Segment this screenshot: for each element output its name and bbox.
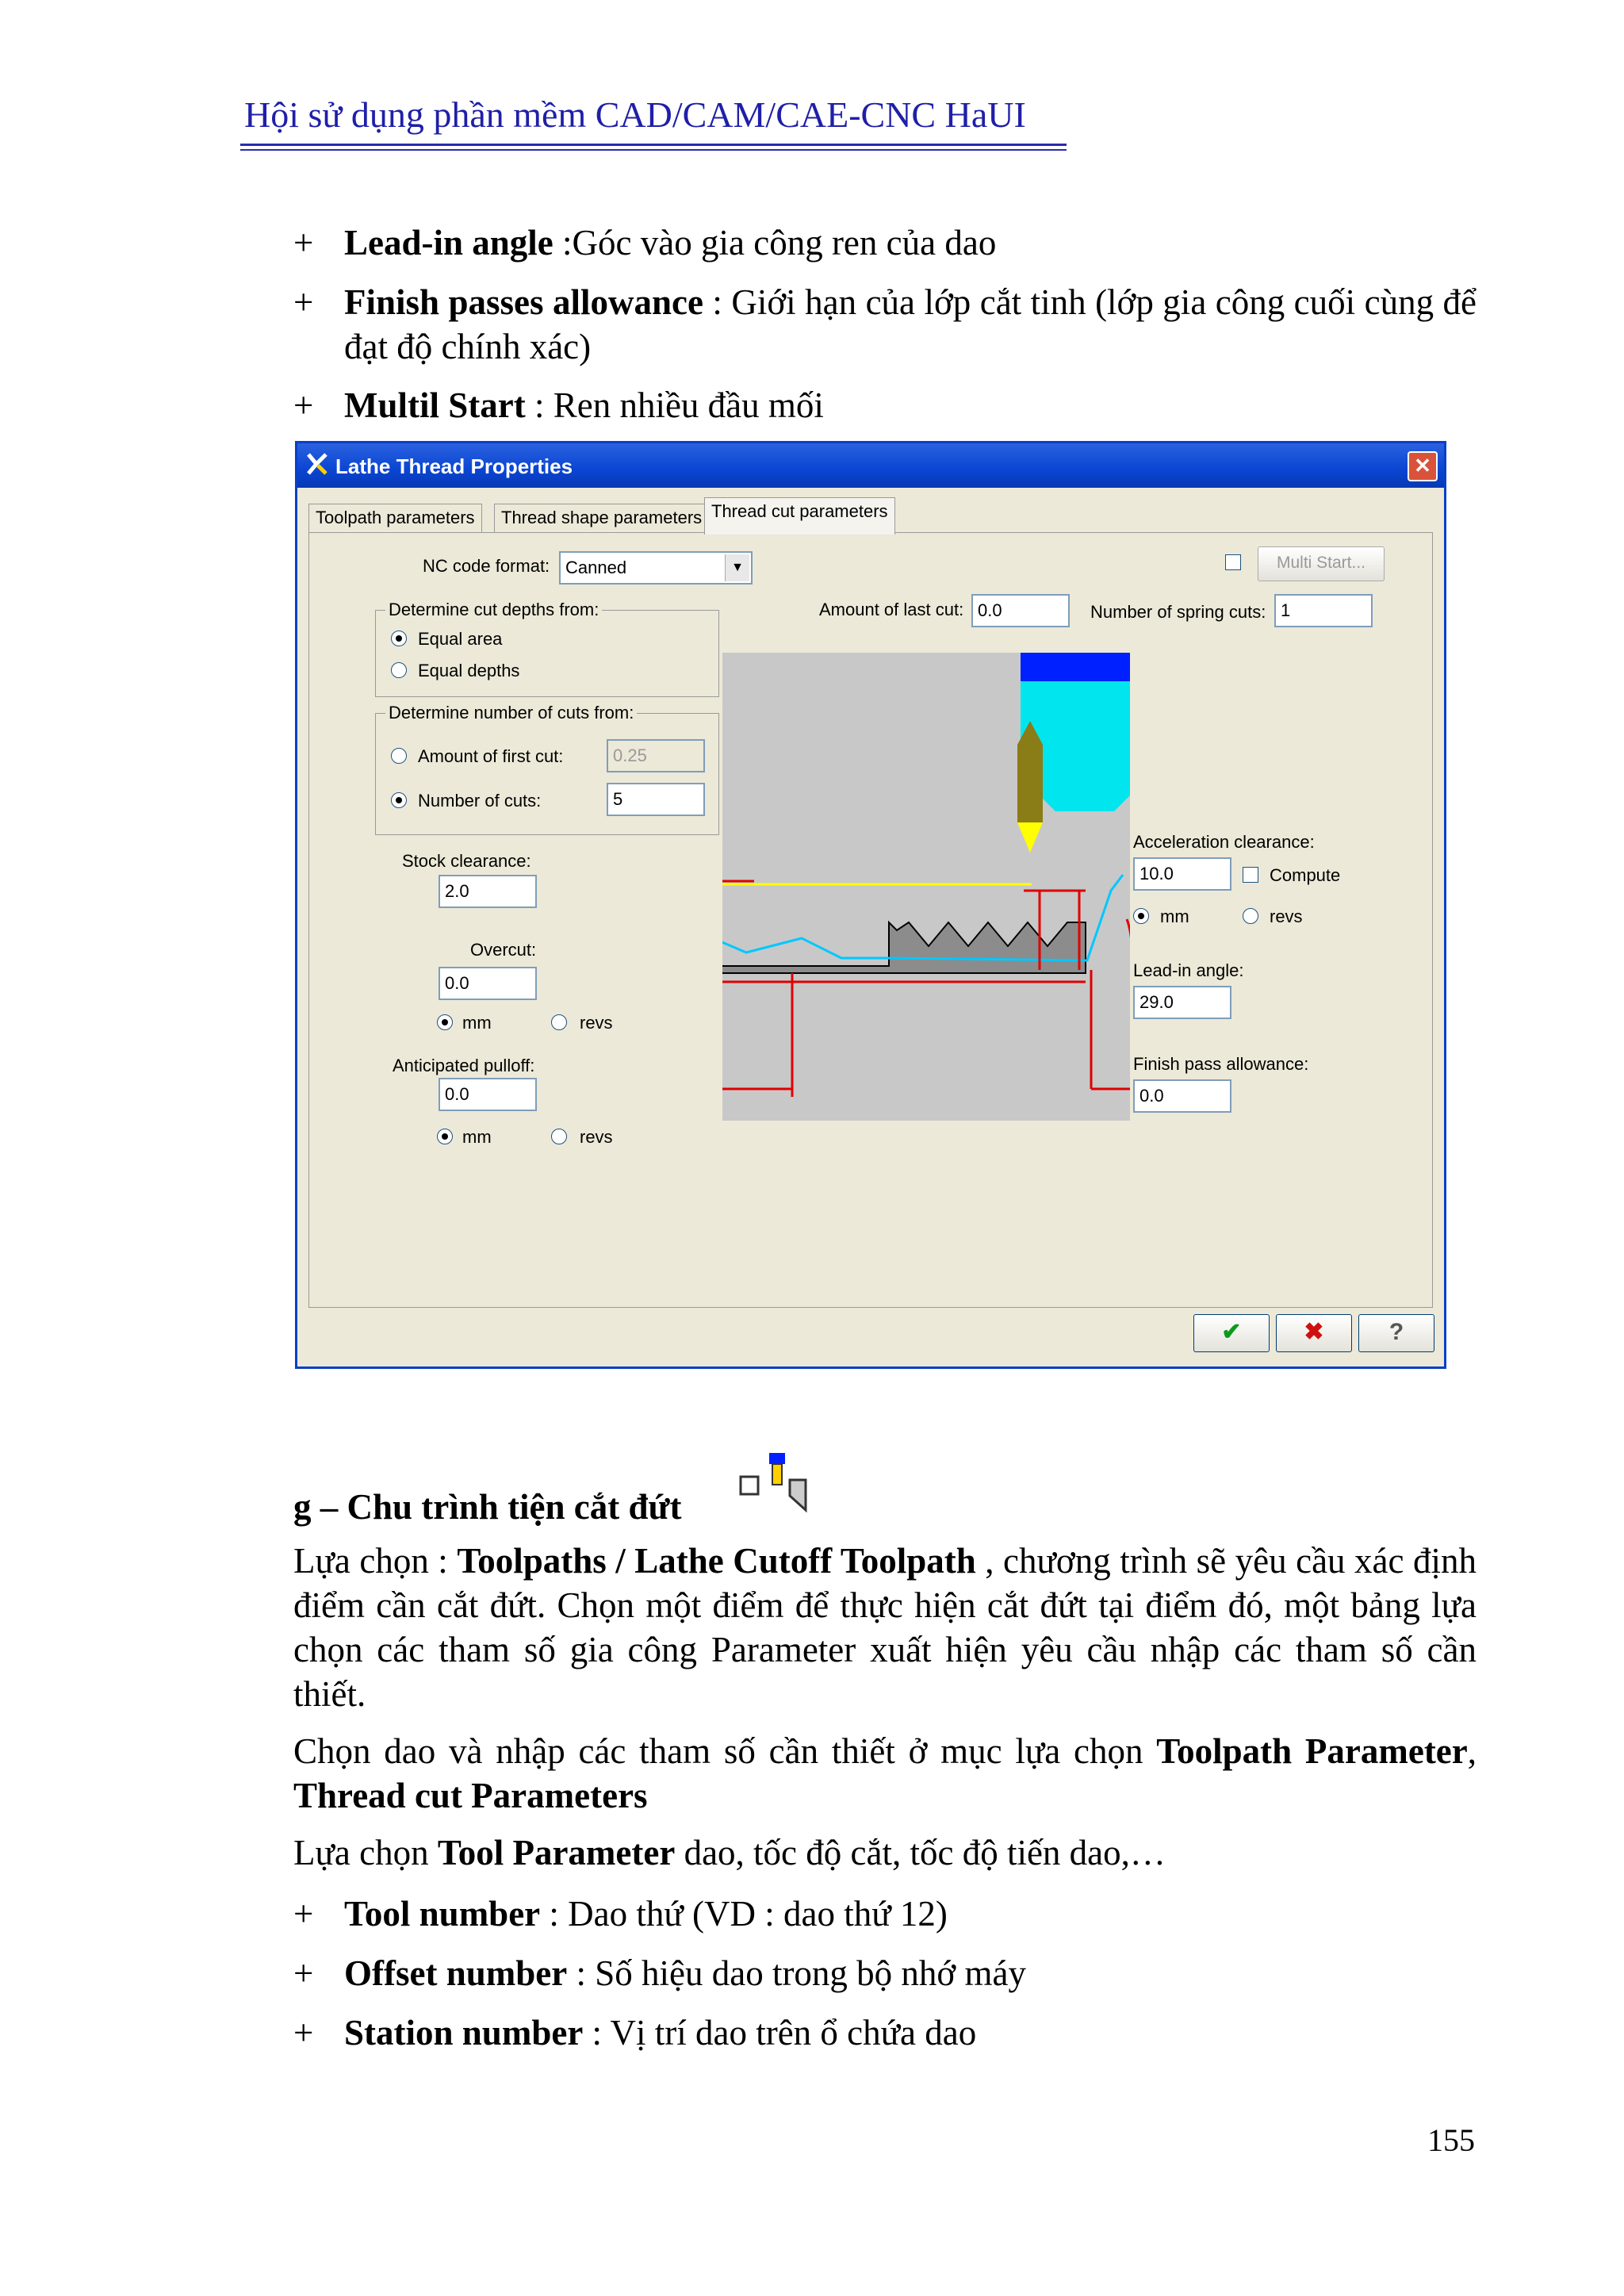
bullet-marker: + (293, 282, 314, 322)
pulloff-mm-label: mm (462, 1127, 492, 1147)
app-icon (305, 451, 329, 477)
para-text: Chọn dao và nhập các tham số cần thiết ở mục lựa chọn (293, 1731, 1157, 1771)
overcut-mm-radio[interactable] (437, 1014, 453, 1030)
paragraph-tool-parameter (293, 1830, 1477, 1875)
bullet-tool-number (293, 1892, 1477, 1936)
lathe-thread-dialog (295, 441, 1446, 1369)
para-bold: Toolpaths / Lathe Cutoff Toolpath (457, 1541, 976, 1581)
nc-code-select[interactable] (559, 551, 753, 585)
paragraph-choose-tool (293, 1729, 1477, 1818)
bullet-term: Multil Start (344, 385, 526, 425)
equal-area-radio[interactable] (391, 631, 407, 646)
ok-button[interactable]: ✔ (1193, 1314, 1270, 1352)
para-bold: Tool Parameter (437, 1833, 676, 1872)
compute-label: Compute (1270, 865, 1341, 885)
accel-mm-label: mm (1160, 907, 1189, 926)
amount-last-cut-input[interactable]: 0.0 (971, 594, 1070, 627)
page-header: Hội sử dụng phần mềm CAD/CAM/CAE-CNC HaUI (244, 94, 1026, 135)
stock-clearance-input[interactable]: 2.0 (439, 875, 537, 908)
bullet-term: Finish passes allowance (344, 282, 703, 322)
cut-depths-group-label: Determine cut depths from: (385, 600, 602, 620)
stock-clearance-label: Stock clearance: (402, 851, 531, 871)
bullet-term: Tool number (344, 1894, 541, 1934)
bullet-station-number (293, 2010, 1477, 2055)
num-cuts-group (375, 703, 719, 835)
amount-last-cut-label: Amount of last cut: (819, 600, 964, 619)
anticipated-pulloff-label: Anticipated pulloff: (393, 1056, 535, 1075)
accel-revs-radio[interactable] (1243, 908, 1258, 924)
equal-depths-radio[interactable] (391, 662, 407, 678)
tool-holder (1021, 653, 1130, 681)
amount-first-cut-label: Amount of first cut: (418, 746, 564, 766)
num-cuts-group-label: Determine number of cuts from: (385, 703, 637, 723)
cutoff-toolpath-icon (737, 1450, 810, 1513)
nc-code-label: NC code format: (423, 556, 550, 576)
overcut-revs-label: revs (580, 1013, 613, 1033)
accel-revs-label: revs (1270, 907, 1303, 926)
bullet-marker: + (293, 385, 314, 425)
overcut-label: Overcut: (470, 940, 537, 960)
amount-first-cut-input[interactable]: 0.25 (607, 739, 705, 772)
page-number: 155 (1427, 2122, 1475, 2158)
compute-checkbox[interactable] (1243, 867, 1258, 883)
cancel-button[interactable]: ✖ (1276, 1314, 1352, 1352)
bullet-term: Offset number (344, 1953, 568, 1993)
finish-pass-input[interactable]: 0.0 (1133, 1079, 1231, 1113)
cut-depths-group (375, 600, 719, 697)
dialog-title: Lathe Thread Properties (335, 454, 573, 478)
tab-toolpath-parameters[interactable]: Toolpath parameters (308, 504, 482, 533)
bullet-text: :Góc vào gia công ren của dao (553, 223, 997, 263)
spring-cuts-label: Number of spring cuts: (1090, 602, 1266, 622)
bullet-marker: + (293, 2013, 314, 2053)
accel-clearance-input[interactable]: 10.0 (1133, 857, 1231, 891)
accel-mm-radio[interactable] (1133, 908, 1149, 924)
section-title: g – Chu trình tiện cắt đứt (293, 1487, 682, 1527)
dialog-title-bar[interactable] (297, 443, 1444, 488)
para-text: Lựa chọn : (293, 1541, 458, 1581)
para-bold: Thread cut Parameters (293, 1776, 648, 1815)
bullet-term: Lead-in angle (344, 223, 553, 263)
bullet-text: : Vị trí dao trên ổ chứa dao (583, 2013, 977, 2053)
para-text: Lựa chọn (293, 1833, 438, 1872)
spring-cuts-input[interactable]: 1 (1274, 594, 1373, 627)
multi-start-checkbox[interactable] (1225, 554, 1241, 570)
header-rule (240, 144, 1067, 146)
bullet-text: : Giới hạn của lớp cắt tinh (lớp gia công cuối cùng để đạt độ chính xác) (344, 282, 1477, 366)
para-text: , chương trình sẽ yêu cầu xác định điểm cần cắt đứt. Chọn một điểm để thực hiện cắt đứt tại điểm đó, một bảng lựa chọn các tham số gia công Parameter xuất hiện yêu cầu nhập các tham số cần thiết. (293, 1541, 1477, 1714)
bullet-marker: + (293, 1894, 314, 1934)
bullet-text: : Số hiệu dao trong bộ nhớ máy (567, 1953, 1026, 1993)
lead-in-angle-label: Lead-in angle: (1133, 960, 1244, 980)
pulloff-revs-label: revs (580, 1127, 613, 1147)
bullet-offset-number (293, 1951, 1477, 1995)
bullet-lead-in (293, 220, 1477, 265)
anticipated-pulloff-input[interactable]: 0.0 (439, 1078, 537, 1111)
multi-start-button[interactable]: Multi Start... (1258, 546, 1385, 581)
overcut-revs-radio[interactable] (551, 1014, 567, 1030)
close-button[interactable]: ✕ (1408, 451, 1438, 481)
number-of-cuts-input[interactable]: 5 (607, 783, 705, 816)
tab-thread-shape-parameters[interactable]: Thread shape parameters (494, 504, 709, 533)
header-rule-2 (240, 149, 1067, 151)
equal-area-label: Equal area (418, 629, 503, 649)
number-of-cuts-radio[interactable] (391, 792, 407, 808)
pulloff-revs-radio[interactable] (551, 1129, 567, 1144)
amount-first-cut-radio[interactable] (391, 748, 407, 764)
lead-in-angle-input[interactable]: 29.0 (1133, 986, 1231, 1019)
bullet-term: Station number (344, 2013, 584, 2053)
bullet-text: : Ren nhiều đầu mối (525, 385, 824, 425)
para-bold: Toolpath Parameter (1156, 1731, 1468, 1771)
bullet-marker: + (293, 1953, 314, 1993)
bullet-finish-passes (293, 280, 1477, 369)
number-of-cuts-label: Number of cuts: (418, 791, 542, 811)
bullet-text: : Dao thứ (VD : dao thứ 12) (540, 1894, 948, 1934)
finish-pass-label: Finish pass allowance: (1133, 1054, 1309, 1074)
para-text: , (1467, 1731, 1477, 1771)
paragraph-cutoff-intro (293, 1539, 1477, 1716)
bullet-multi-start (293, 383, 1477, 427)
para-text: dao, tốc độ cắt, tốc độ tiến dao,… (675, 1833, 1166, 1872)
help-button[interactable]: ? (1358, 1314, 1434, 1352)
pulloff-mm-radio[interactable] (437, 1129, 453, 1144)
accel-clearance-label: Acceleration clearance: (1133, 832, 1315, 852)
thread-preview-diagram (722, 653, 1130, 1121)
chevron-down-icon: ▼ (725, 554, 749, 581)
overcut-input[interactable]: 0.0 (439, 967, 537, 1000)
overcut-mm-label: mm (462, 1013, 492, 1033)
equal-depths-label: Equal depths (418, 661, 520, 680)
bullet-marker: + (293, 223, 314, 263)
nc-code-value: Canned (565, 558, 627, 577)
tab-thread-cut-parameters[interactable]: Thread cut parameters (704, 497, 895, 535)
